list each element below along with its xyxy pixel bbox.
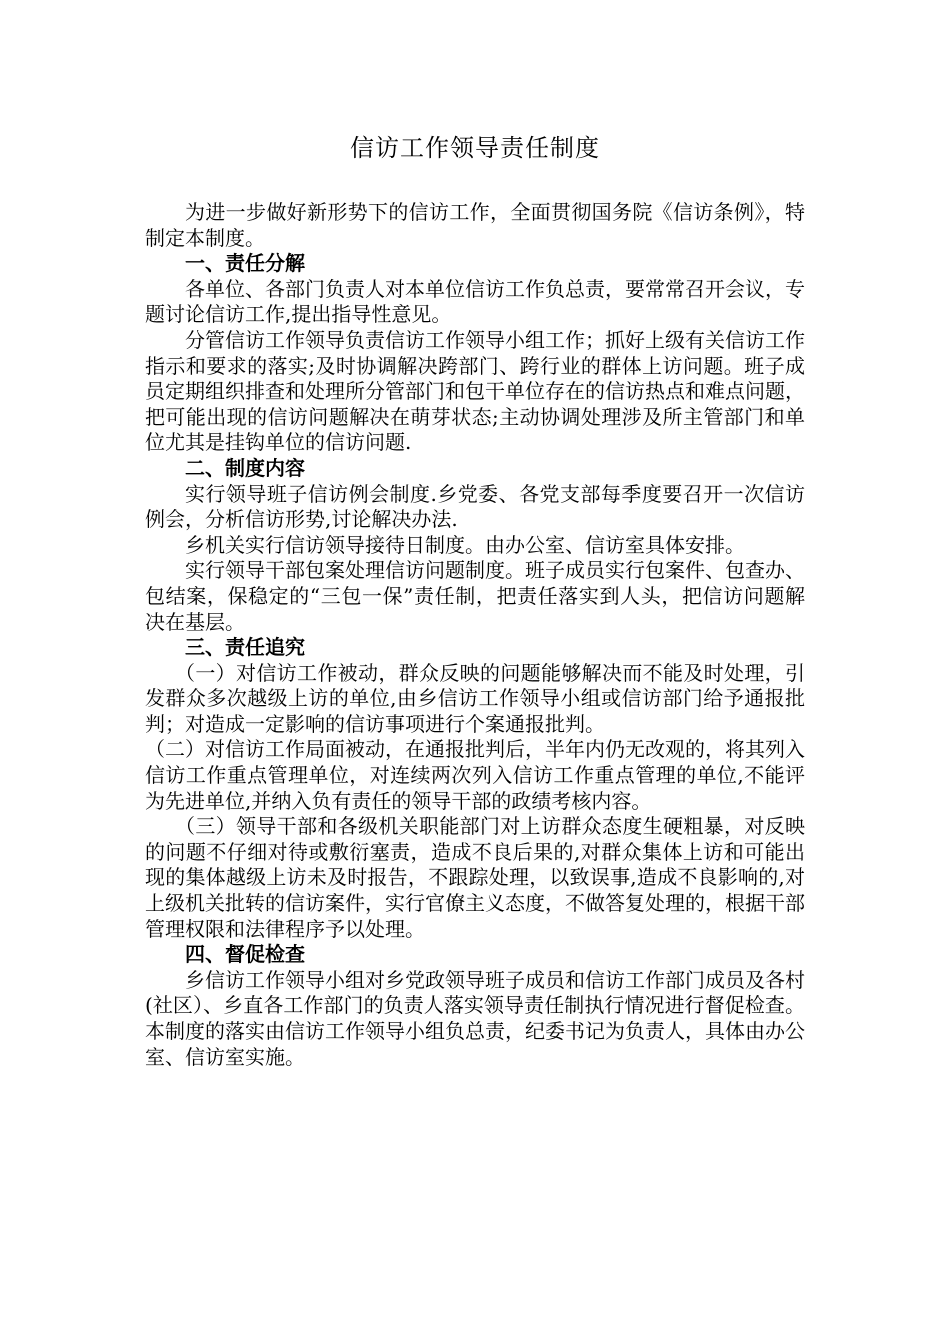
section-2-paragraph-3: 实行领导干部包案处理信访问题制度。班子成员实行包案件、包查办、包结案，保稳定的“三包一保”责任制，把责任落实到人头，把信访问题解决在基层。 bbox=[145, 558, 805, 634]
section-4-paragraph-1: 乡信访工作领导小组对乡党政领导班子成员和信访工作部门成员及各村(社区）、乡直各工作部门的负责人落实领导责任制执行情况进行督促检查。本制度的落实由信访工作领导小组负总责，纪委书记为负责人，具体由办公室、信访室实施。 bbox=[145, 967, 805, 1069]
section-1-paragraph-2: 分管信访工作领导负责信访工作领导小组工作；抓好上级有关信访工作指示和要求的落实;及时协调解决跨部门、跨行业的群体上访问题。班子成员定期组织排查和处理所分管部门和包干单位存在的信访热点和难点问题，把可能出现的信访问题解决在萌芽状态;主动协调处理涉及所主管部门和单位尤其是挂钩单位的信访问题. bbox=[145, 327, 805, 455]
section-2-paragraph-2: 乡机关实行信访领导接待日制度。由办公室、信访室具体安排。 bbox=[185, 532, 745, 557]
section-heading-system-content: 二、制度内容 bbox=[185, 455, 305, 480]
section-heading-supervision: 四、督促检查 bbox=[185, 942, 305, 967]
document-body bbox=[145, 200, 805, 1070]
section-3-paragraph-3: （三）领导干部和各级机关职能部门对上访群众态度生硬粗暴，对反映的问题不仔细对待或敷衍塞责，造成不良后果的,对群众集体上访和可能出现的集体越级上访未及时报告，不跟踪处理，以致误事,造成不良影响的,对上级机关批转的信访案件，实行官僚主义态度，不做答复处理的，根据干部管理权限和法律程序予以处理。 bbox=[145, 814, 805, 941]
section-3-paragraph-1: （一）对信访工作被动，群众反映的问题能够解决而不能及时处理，引发群众多次越级上访的单位,由乡信访工作领导小组或信访部门给予通报批判；对造成一定影响的信访事项进行个案通报批判。 bbox=[145, 660, 805, 736]
section-heading-responsibility: 一、责任分解 bbox=[185, 251, 305, 276]
section-heading-accountability: 三、责任追究 bbox=[185, 635, 305, 660]
section-2-paragraph-1: 实行领导班子信访例会制度.乡党委、各党支部每季度要召开一次信访例会，分析信访形势,讨论解决办法. bbox=[145, 481, 805, 532]
section-1-paragraph-1: 各单位、各部门负责人对本单位信访工作负总责，要常常召开会议，专题讨论信访工作,提出指导性意见。 bbox=[145, 276, 805, 327]
section-3-paragraph-2: （二）对信访工作局面被动，在通报批判后，半年内仍无改观的，将其列入信访工作重点管理单位，对连续两次列入信访工作重点管理的单位,不能评为先进单位,并纳入负有责任的领导干部的政绩考核内容。 bbox=[145, 737, 805, 813]
document-title: 信访工作领导责任制度 bbox=[350, 134, 600, 162]
intro-paragraph: 为进一步做好新形势下的信访工作，全面贯彻国务院《信访条例》，特制定本制度。 bbox=[145, 200, 805, 250]
